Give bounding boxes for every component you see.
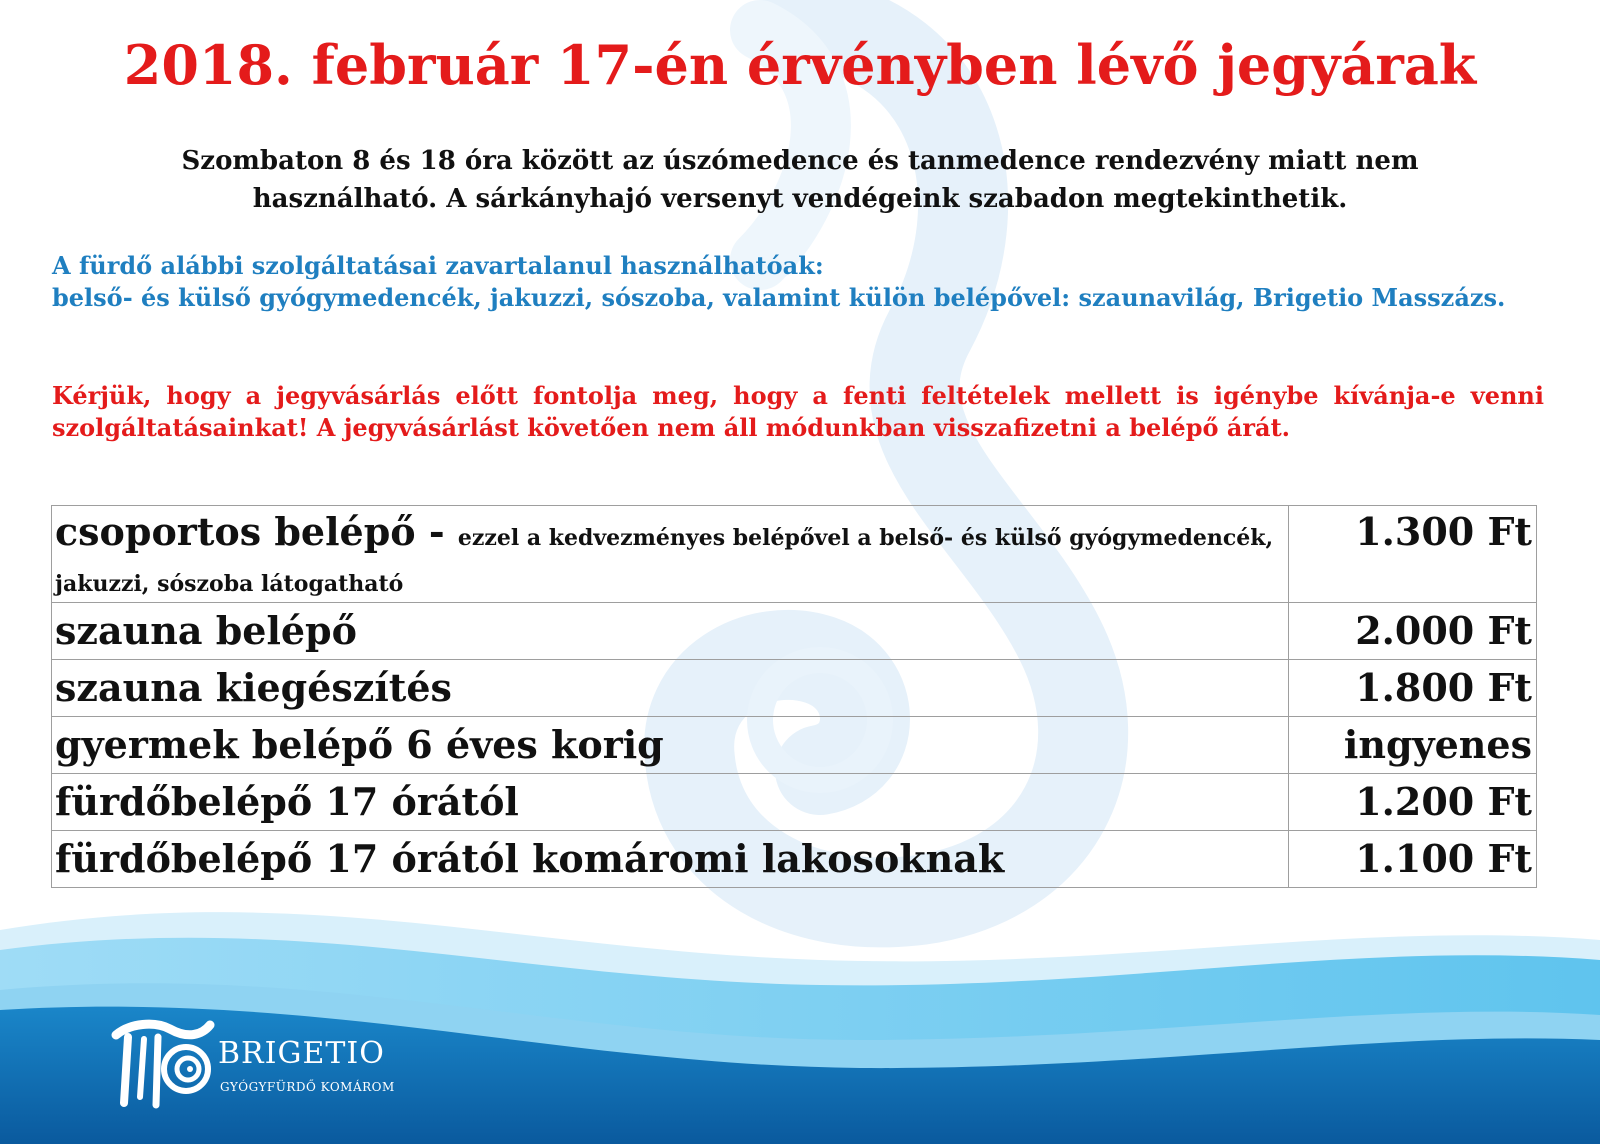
page-title: 2018. február 17-én érvényben lévő jegyárak (123, 33, 1477, 97)
ticket-name: fürdőbelépő 17 órától komáromi lakosoknak (52, 831, 1289, 888)
available-services-text: belső- és külső gyógymedencék, jakuzzi, sószoba, valamint külön belépővel: szaunavilág, Brigetio Masszázs. (52, 283, 1506, 312)
ticket-price: 1.300 Ft (1289, 506, 1537, 603)
ticket-price: 1.100 Ft (1289, 831, 1537, 888)
table-row (52, 660, 1537, 717)
table-row (52, 831, 1537, 888)
ticket-name: gyermek belépő 6 éves korig (52, 717, 1289, 774)
available-services-heading: A fürdő alábbi szolgáltatásai zavartalanul használhatóak: (52, 251, 824, 280)
closure-notice-line-2: használható. A sárkányhajó versenyt vendégeink szabadon megtekinthetik. (252, 184, 1348, 214)
closure-notice-line-1: Szombaton 8 és 18 óra között az úszómedence és tanmedence rendezvény miatt nem (181, 146, 1419, 176)
available-services (52, 250, 1544, 314)
logo-name: BRIGETIO (218, 1036, 385, 1071)
ticket-description: ezzel a kedvezményes belépővel a belső- és külső gyógymedencék, jakuzzi, sószoba látogatható (55, 525, 1274, 597)
refund-warning-text: Kérjük, hogy a jegyvásárlás előtt fontolja meg, hogy a fenti feltételek mellett is igénybe kívánja-e venni szolgáltatásainkat! A jegyvásárlást követően nem áll módunkban visszafizetni a belépő árát. (52, 381, 1544, 442)
ticket-name: szauna belépő (52, 603, 1289, 660)
table-row (52, 603, 1537, 660)
ticket-name: fürdőbelépő 17 órától (52, 774, 1289, 831)
ticket-price: ingyenes (1289, 717, 1537, 774)
ticket-price: 1.200 Ft (1289, 774, 1537, 831)
ticket-price: 2.000 Ft (1289, 603, 1537, 660)
table-row (52, 717, 1537, 774)
ticket-title: csoportos belépő - (55, 509, 458, 554)
refund-warning (52, 380, 1544, 444)
table-row (52, 774, 1537, 831)
ticket-price: 1.800 Ft (1289, 660, 1537, 717)
table-row (52, 506, 1537, 603)
logo-subtitle: GYÓGYFÜRDŐ KOMÁROM (220, 1080, 395, 1094)
closure-notice (60, 142, 1540, 218)
price-table (51, 505, 1537, 888)
ticket-name: szauna kiegészítés (52, 660, 1289, 717)
ticket-name (52, 506, 1289, 603)
